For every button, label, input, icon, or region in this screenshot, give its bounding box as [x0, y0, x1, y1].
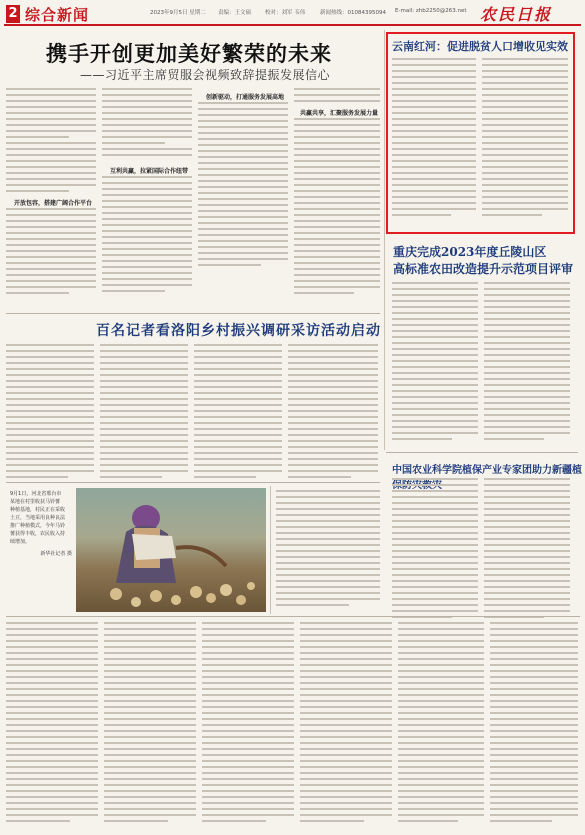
- highlight-column-1: [392, 58, 476, 220]
- luoyang-top-rule: [6, 313, 380, 314]
- lead-column-1b: [6, 208, 96, 298]
- luoyang-column-1: [6, 344, 94, 482]
- lead-column-4b: [294, 118, 380, 298]
- photo-side-column: [276, 490, 380, 610]
- chongqing-headline-line-2: 高标准农田改造提升示范项目评审: [393, 262, 574, 276]
- lead-section-label-2: 互利共赢，拉紧国际合作纽带: [110, 168, 189, 175]
- chongqing-column-1: [392, 282, 478, 444]
- luoyang-headline: 百名记者看洛阳乡村振兴调研采访活动启动: [96, 323, 381, 339]
- lead-column-4: [294, 88, 380, 106]
- luoyang-column-2: [100, 344, 188, 482]
- bottom-column-5: [398, 622, 484, 826]
- editor: 责编：王文硕: [218, 10, 252, 16]
- caas-column-1: [392, 478, 478, 622]
- caas-top-rule: [386, 452, 578, 453]
- header-rule: [4, 24, 581, 26]
- lead-column-2b: [102, 176, 192, 296]
- lead-column-3: [198, 102, 288, 270]
- bottom-column-1: [6, 622, 98, 826]
- bottom-section-rule: [6, 616, 580, 617]
- highlight-column-2: [482, 58, 568, 220]
- highlight-headline: 云南红河：促进脱贫人口增收见实效: [392, 40, 568, 53]
- chongqing-column-2: [484, 282, 570, 444]
- page-number: 2: [6, 5, 20, 23]
- bottom-column-2: [104, 622, 196, 826]
- bottom-column-4: [300, 622, 392, 826]
- lead-section-label-4: 共赢共享，汇聚服务发展力量: [300, 110, 379, 117]
- column-divider: [384, 30, 385, 450]
- photo-caption: 9月1日，河北省邢台市 某地在村里收获马铃薯 种植基地，村民正在采收 土豆，当地采用良种良法 推广种植模式，今年马铃 薯获得丰收，农民收入持 续增加。 新华社记者 摄: [10, 491, 72, 557]
- lead-section-label-3: 创新驱动，打通服务发展高地: [206, 94, 285, 101]
- masthead: 农民日报: [480, 5, 553, 24]
- bottom-column-3: [202, 622, 294, 826]
- bottom-column-6: [490, 622, 578, 826]
- farmer-potato-illustration: [76, 488, 266, 612]
- lead-subheadline: ——习近平主席贸服会视频致辞提振发展信心: [80, 68, 331, 82]
- caas-headline: 中国农业科学院植保产业专家团助力新疆植: [392, 465, 582, 476]
- caas-column-2: [484, 478, 570, 622]
- issue-date: 2023年9月5日 星期二: [150, 10, 206, 16]
- email: E-mail: zhb2250@263.net: [395, 8, 467, 14]
- section-title: 综合新闻: [25, 6, 90, 24]
- news-hotline: 新闻热线：01084395094: [320, 10, 386, 16]
- photo-divider: [270, 486, 271, 614]
- chongqing-headline: [393, 244, 573, 278]
- luoyang-column-3: [194, 344, 282, 482]
- lead-column-2: [102, 88, 192, 160]
- luoyang-column-4: [288, 344, 378, 482]
- lead-column-1: [6, 88, 96, 196]
- harvest-photo: [76, 488, 266, 612]
- photo-top-rule: [6, 482, 380, 483]
- proofer: 校对：刘军 韦伟: [265, 10, 306, 16]
- lead-headline: 携手开创更加美好繁荣的未来: [46, 41, 332, 66]
- chongqing-headline-line-1: 重庆完成2023年度丘陵山区: [393, 245, 547, 259]
- lead-section-label-1: 开放包容，搭建广阔合作平台: [14, 200, 93, 207]
